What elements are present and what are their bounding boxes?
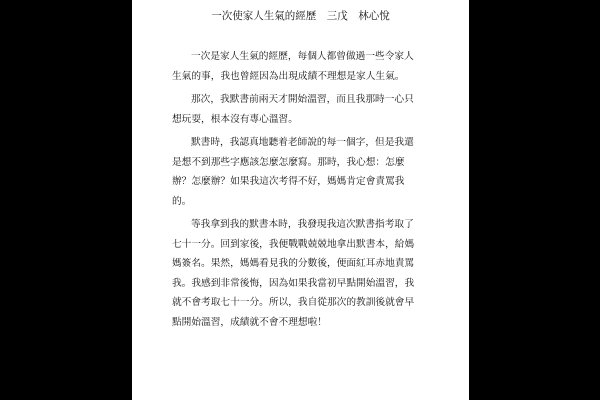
essay-body (172, 47, 418, 336)
essay-title: 一次使家人生氣的經歷 三戊 林心悅 (211, 10, 390, 22)
paragraph-2: 那次，我默書前兩天才開始溫習，而且我那時一心只想玩耍，根本沒有專心溫習。 (172, 94, 414, 125)
document-page (132, 0, 469, 400)
paragraph-4: 等我拿到我的默書本時，我發現我這次默書指考取了七十一分。回到家後，我便戰戰兢兢地拿出默書本，給媽媽簽名。果然，媽媽看見我的分數後，便面紅耳赤地責罵我。我感到非常後悔，因為如果我當初早點開始溫習，我就不會考取七十一分。所以，我自從那次的教訓後就會早點開始溫習，成績就不會不理想啦！ (172, 219, 415, 328)
paragraph-3: 默書時，我認真地聽着老師說的每一個字，但是我還是想不到那些字應該怎麼怎麼寫。那時，我心想：怎麼辦？怎麼辦？如果我這次考得不好，媽媽肯定會責罵我的。 (172, 137, 414, 207)
paragraph-1: 一次是家人生氣的經歷，每個人都曾做過一些令家人生氣的事，我也曾經因為出現成績不理想是家人生氣。 (172, 51, 414, 82)
